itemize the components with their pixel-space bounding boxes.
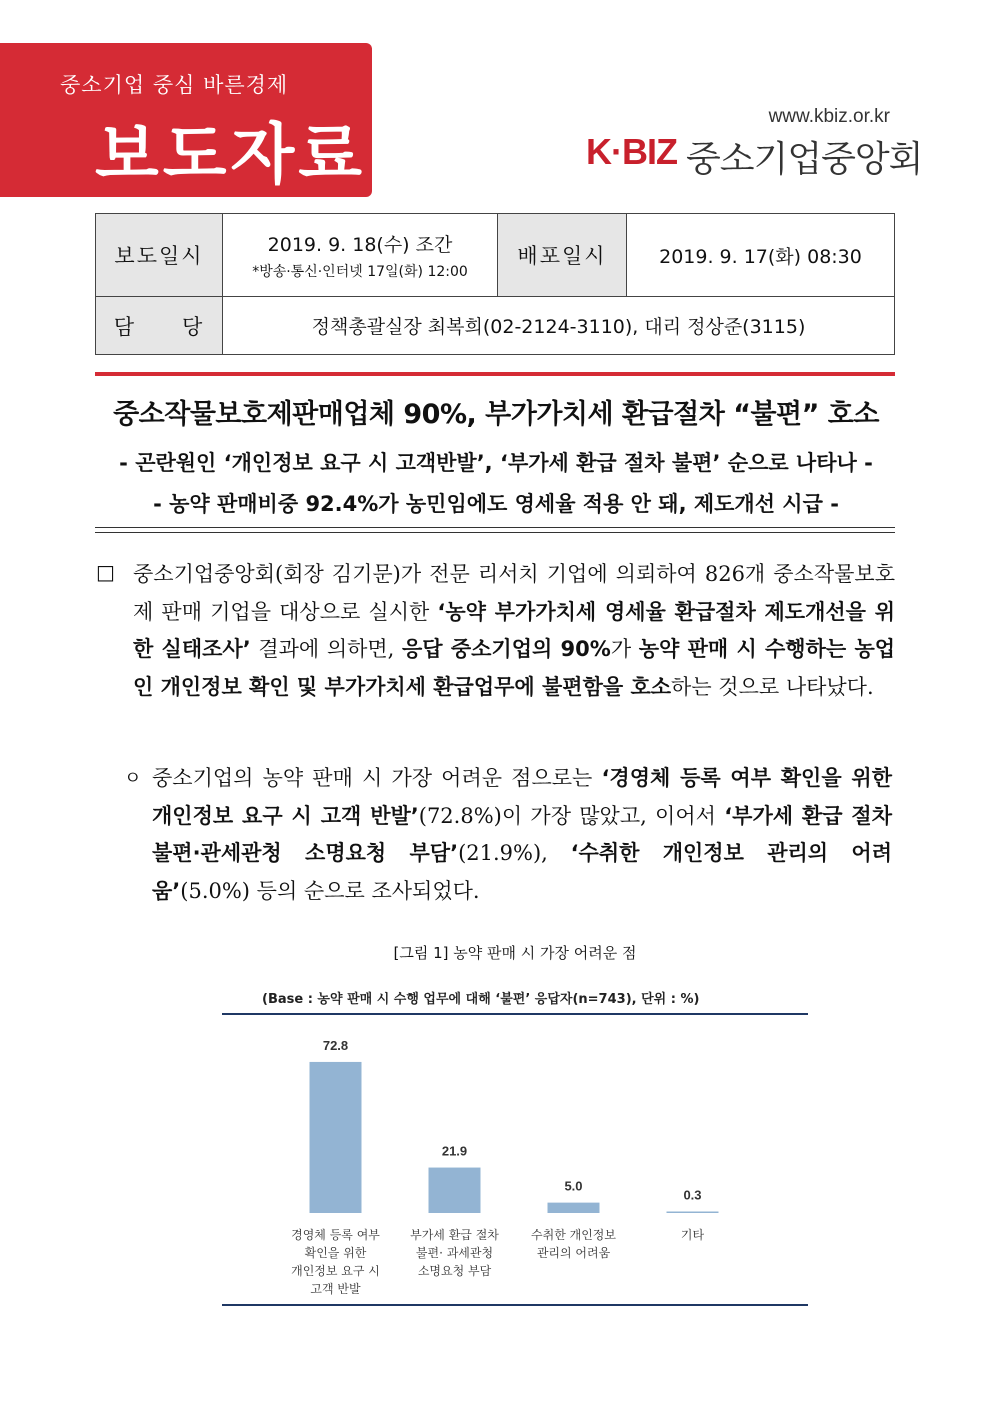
subheadline-2: - 농약 판매비중 92.4%가 농민임에도 영세율 적용 안 돼, 제도개선 시급 - (153, 492, 839, 516)
paragraph-2-bullet: ㅇ (124, 768, 142, 789)
p1-text-e: 가 (610, 637, 639, 661)
chart-bar-2 (429, 1168, 481, 1213)
headline-top-rule (95, 372, 895, 376)
distribute-date: 2019. 9. 17(화) 08:30 (627, 214, 895, 297)
figure-title: [그림 1] 농약 판매 시 가장 어려운 점 (393, 944, 637, 962)
p2-text-f: ‘수취한 개인정보 관리의 어려움’ (152, 841, 892, 903)
figure-subtitle: (Base : 농약 판매 시 수행 업무에 대해 ‘불편’ 응답자(n=743), 단위 : %) (262, 992, 700, 1007)
p1-text-g: 하는 것으로 나타났다. (671, 674, 874, 699)
release-broadcast-note: *방송·통신·인터넷 17일(화) 12:00 (252, 263, 468, 280)
org-name-logo: 중소기업중앙회 (686, 139, 923, 180)
p2-text-a: 중소기업의 농약 판매 시 가장 어려운 점으로는 (152, 766, 602, 790)
chart-data-label-3: 5.0 (564, 1178, 583, 1194)
p1-text-f: 농약 판매 시 수행하는 농업인 개인정보 확인 및 부가가치세 환급업무에 불편함을 호소 (133, 637, 896, 699)
chart-category-label-1-1: 경영체 등록 여부 (291, 1228, 380, 1242)
press-release-banner (0, 43, 372, 197)
release-date-label: 보도일시 (96, 214, 223, 297)
banner-title: 보도자료 (95, 116, 367, 193)
p2-text-c: (72.8%)이 가장 많았고, 이어서 (418, 803, 725, 828)
chart-category-label-3-2: 관리의 어려움 (536, 1246, 611, 1260)
website-url[interactable]: www.kbiz.or.kr (768, 106, 890, 127)
chart-category-label-2-3: 소명요청 부담 (417, 1264, 492, 1278)
chart-data-label-2: 21.9 (441, 1143, 468, 1159)
distribute-date-label: 배포일시 (498, 214, 627, 297)
paragraph-1-bullet: □ (96, 560, 115, 584)
paragraph-1 (133, 556, 895, 706)
chart-category-label-2-2: 불편· 과세관청 (415, 1246, 494, 1260)
p2-text-e: (21.9%), (458, 841, 571, 865)
release-date-cell (223, 214, 498, 297)
chart-bar-1 (310, 1062, 362, 1213)
chart-category-label-4-1: 기타 (680, 1228, 705, 1242)
chart-category-label-1-3: 개인정보 요구 시 (291, 1264, 380, 1278)
release-info-table (95, 213, 895, 355)
p1-text-a: 중소기업중앙회(회장 김기문)가 전문 리서치 기업에 의뢰하여 826개 중소작물보호제 판매 기업을 대상으로 실시한 (133, 562, 895, 624)
p2-text-g: (5.0%) 등의 순으로 조사되었다. (180, 878, 480, 903)
p2-text-d: ‘부가세 환급 절차 불편·관세관청 소명요청 부담’ (152, 803, 892, 865)
headline: 중소작물보호제판매업체 90%, 부가가치세 환급절차 “불편” 호소 (113, 399, 879, 430)
chart-category-label-3-1: 수취한 개인정보 (531, 1228, 616, 1242)
chart-category-label-2-1: 부가세 환급 절차 (410, 1228, 499, 1242)
p1-text-d: 응답 중소기업의 90% (402, 637, 611, 661)
contact-label: 담 당 (96, 297, 223, 355)
paragraph-2 (152, 760, 892, 910)
chart-data-label-4: 0.3 (683, 1187, 702, 1203)
p1-text-b: ‘농약 부가가치세 영세율 환급절차 제도개선을 위한 실태조사’ (133, 599, 895, 661)
chart-data-label-1: 72.8 (322, 1037, 349, 1053)
banner-subtitle: 중소기업 중심 바른경제 (60, 73, 289, 97)
subheadline-1: - 곤란원인 ‘개인정보 요구 시 고객반발’, ‘부가세 환급 절차 불편’ 순으로 나타나 - (119, 451, 873, 475)
p1-text-c: 결과에 의하면, (250, 637, 402, 661)
kbiz-logo: K·BIZ (586, 131, 677, 172)
headline-bottom-rule (95, 527, 895, 533)
chart-bar-4 (667, 1212, 719, 1214)
p2-text-b: ‘경영체 등록 여부 확인을 위한 개인정보 요구 시 고객 반발’ (152, 766, 892, 828)
chart-bar-3 (548, 1203, 600, 1213)
chart-category-label-1-2: 확인을 위한 (304, 1246, 367, 1260)
difficulty-bar-chart (222, 1013, 808, 1308)
chart-category-label-1-4: 고객 반발 (310, 1282, 361, 1296)
contact-value: 정책총괄실장 최복희(02-2124-3110), 대리 정상준(3115) (223, 297, 895, 355)
release-date: 2019. 9. 18(수) 조간 (267, 233, 453, 256)
